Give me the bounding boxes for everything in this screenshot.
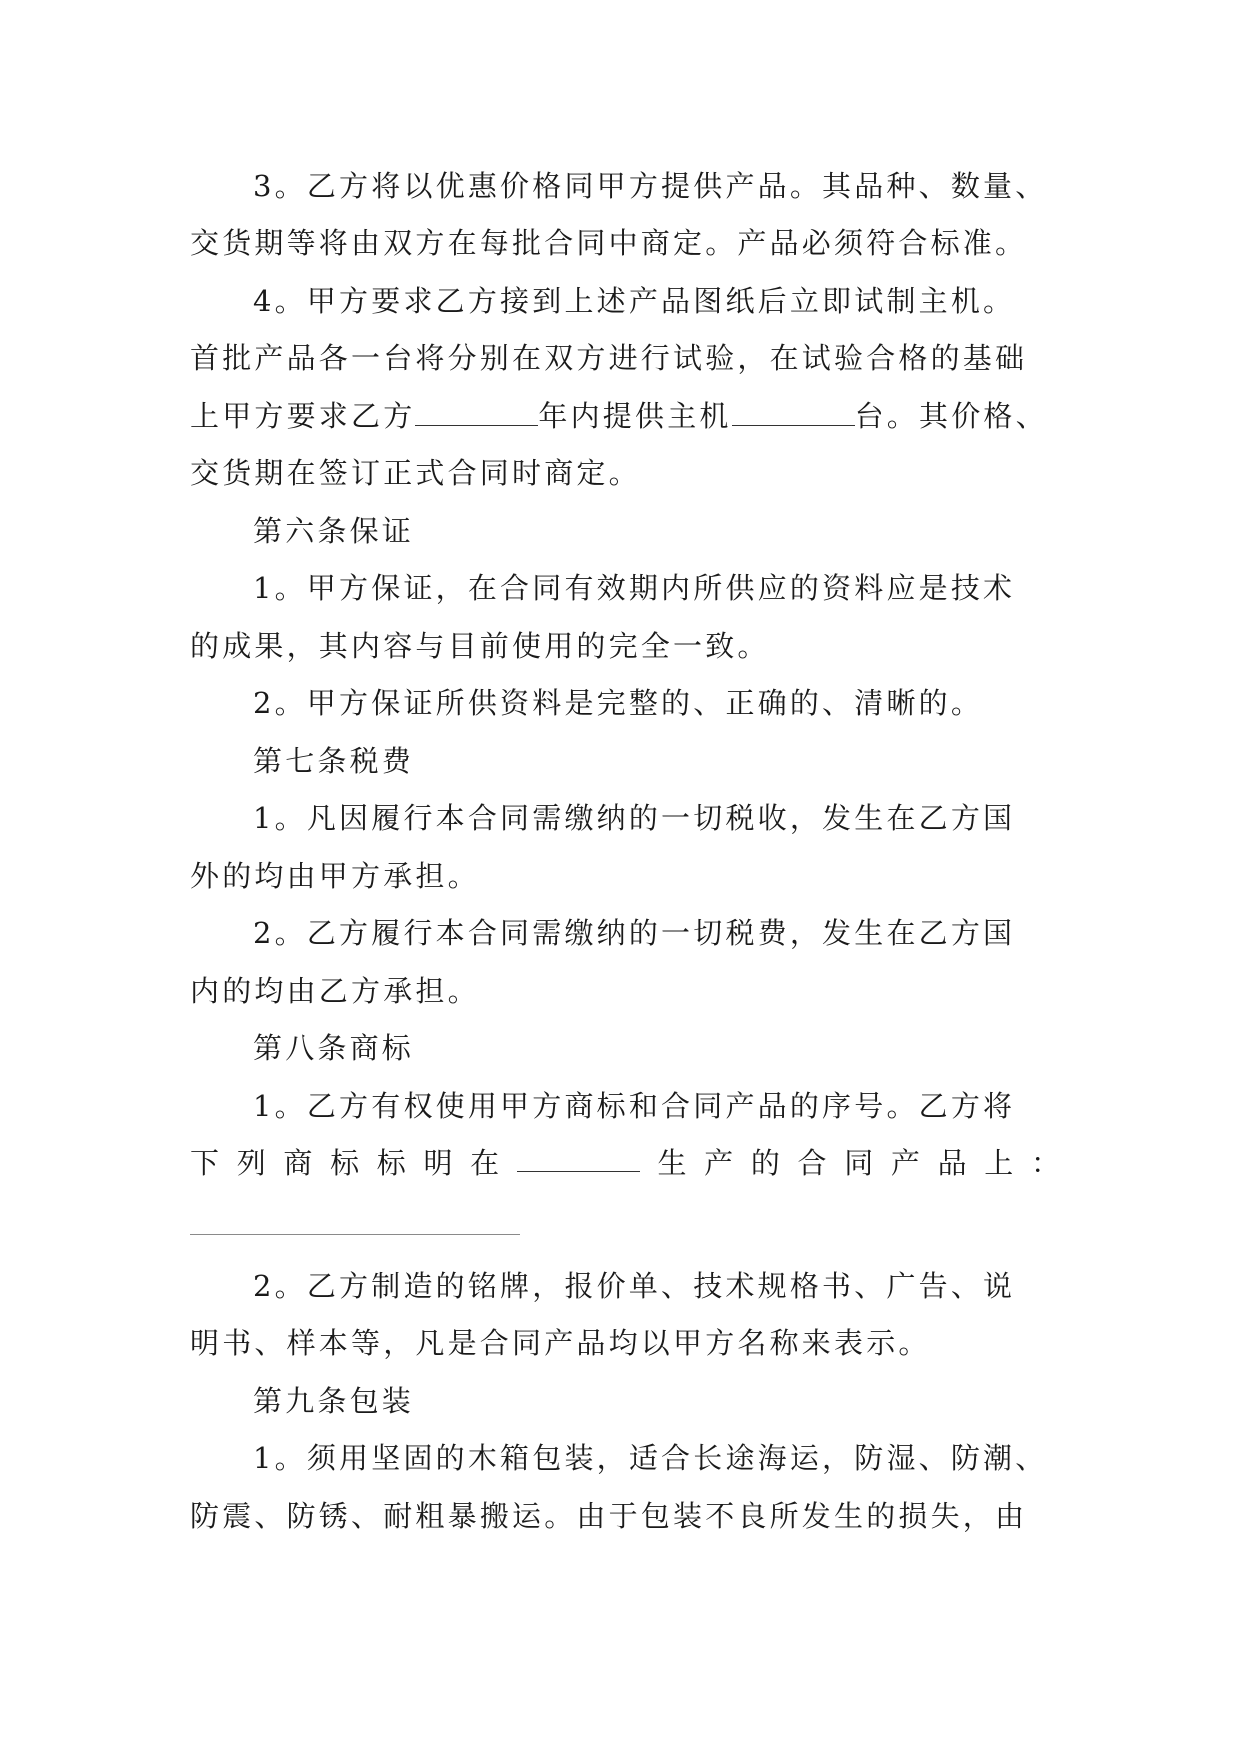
- paragraph-line: 交货期等将由双方在每批合同中商定。产品必须符合标准。: [190, 226, 1028, 260]
- paragraph-line: 1。甲方保证，在合同有效期内所供应的资料应是技术: [253, 571, 1016, 605]
- paragraph-line: 首批产品各一台将分别在双方进行试验，在试验合格的基础: [190, 341, 1028, 375]
- paragraph-line: 内的均由乙方承担。: [190, 974, 480, 1008]
- char: 产: [890, 1146, 920, 1180]
- text-segment: 上甲方要求乙方: [190, 399, 416, 433]
- fill-in-line: [190, 1234, 520, 1235]
- paragraph-line: 4。甲方要求乙方接到上述产品图纸后立即试制主机。: [253, 284, 1016, 318]
- paragraph-line: 1。乙方有权使用甲方商标和合同产品的序号。乙方将: [253, 1089, 1016, 1123]
- char: 同: [844, 1146, 874, 1180]
- char: 合: [797, 1146, 827, 1180]
- text-segment: 台。其价格、: [854, 399, 1048, 433]
- char: 标: [376, 1146, 406, 1180]
- paragraph-line: 的成果，其内容与目前使用的完全一致。: [190, 629, 770, 663]
- paragraph-line: 2。乙方履行本合同需缴纳的一切税费，发生在乙方国: [253, 916, 1016, 950]
- paragraph-line: 2。甲方保证所供资料是完整的、正确的、清晰的。: [253, 686, 984, 720]
- char: 的: [750, 1146, 780, 1180]
- section-heading: 第九条包装: [253, 1384, 415, 1418]
- fill-in-blank: [517, 1145, 640, 1172]
- char: 下: [190, 1146, 220, 1180]
- char: 明: [423, 1146, 453, 1180]
- char: 生: [657, 1146, 687, 1180]
- char: 商: [283, 1146, 313, 1180]
- char: 列: [236, 1146, 266, 1180]
- paragraph-line: 3。乙方将以优惠价格同甲方提供产品。其品种、数量、: [253, 169, 1048, 203]
- char: 上: [984, 1146, 1014, 1180]
- section-heading: 第七条税费: [253, 744, 415, 778]
- fill-in-blank: [415, 399, 538, 426]
- char: ：: [1030, 1146, 1060, 1180]
- paragraph-line: 外的均由甲方承担。: [190, 859, 480, 893]
- paragraph-line: 防震、防锈、耐粗暴搬运。由于包装不良所发生的损失，由: [190, 1499, 1028, 1533]
- section-heading: 第六条保证: [253, 514, 415, 548]
- paragraph-line-justified: [190, 1145, 1060, 1181]
- char: 标: [330, 1146, 360, 1180]
- paragraph-line: 1。须用坚固的木箱包装，适合长途海运，防湿、防潮、: [253, 1441, 1048, 1475]
- section-heading: 第八条商标: [253, 1031, 415, 1065]
- paragraph-line: 2。乙方制造的铭牌，报价单、技术规格书、广告、说: [253, 1269, 1016, 1303]
- fill-in-blank: [732, 399, 855, 426]
- paragraph-line: 交货期在签订正式合同时商定。: [190, 456, 641, 490]
- paragraph-line: 明书、样本等，凡是合同产品均以甲方名称来表示。: [190, 1326, 931, 1360]
- char: 产: [704, 1146, 734, 1180]
- paragraph-line: 1。凡因履行本合同需缴纳的一切税收，发生在乙方国: [253, 801, 1016, 835]
- text-segment: 年内提供主机: [538, 399, 732, 433]
- char: 在: [470, 1146, 500, 1180]
- paragraph-line-with-blanks: [190, 398, 1060, 434]
- char: 品: [937, 1146, 967, 1180]
